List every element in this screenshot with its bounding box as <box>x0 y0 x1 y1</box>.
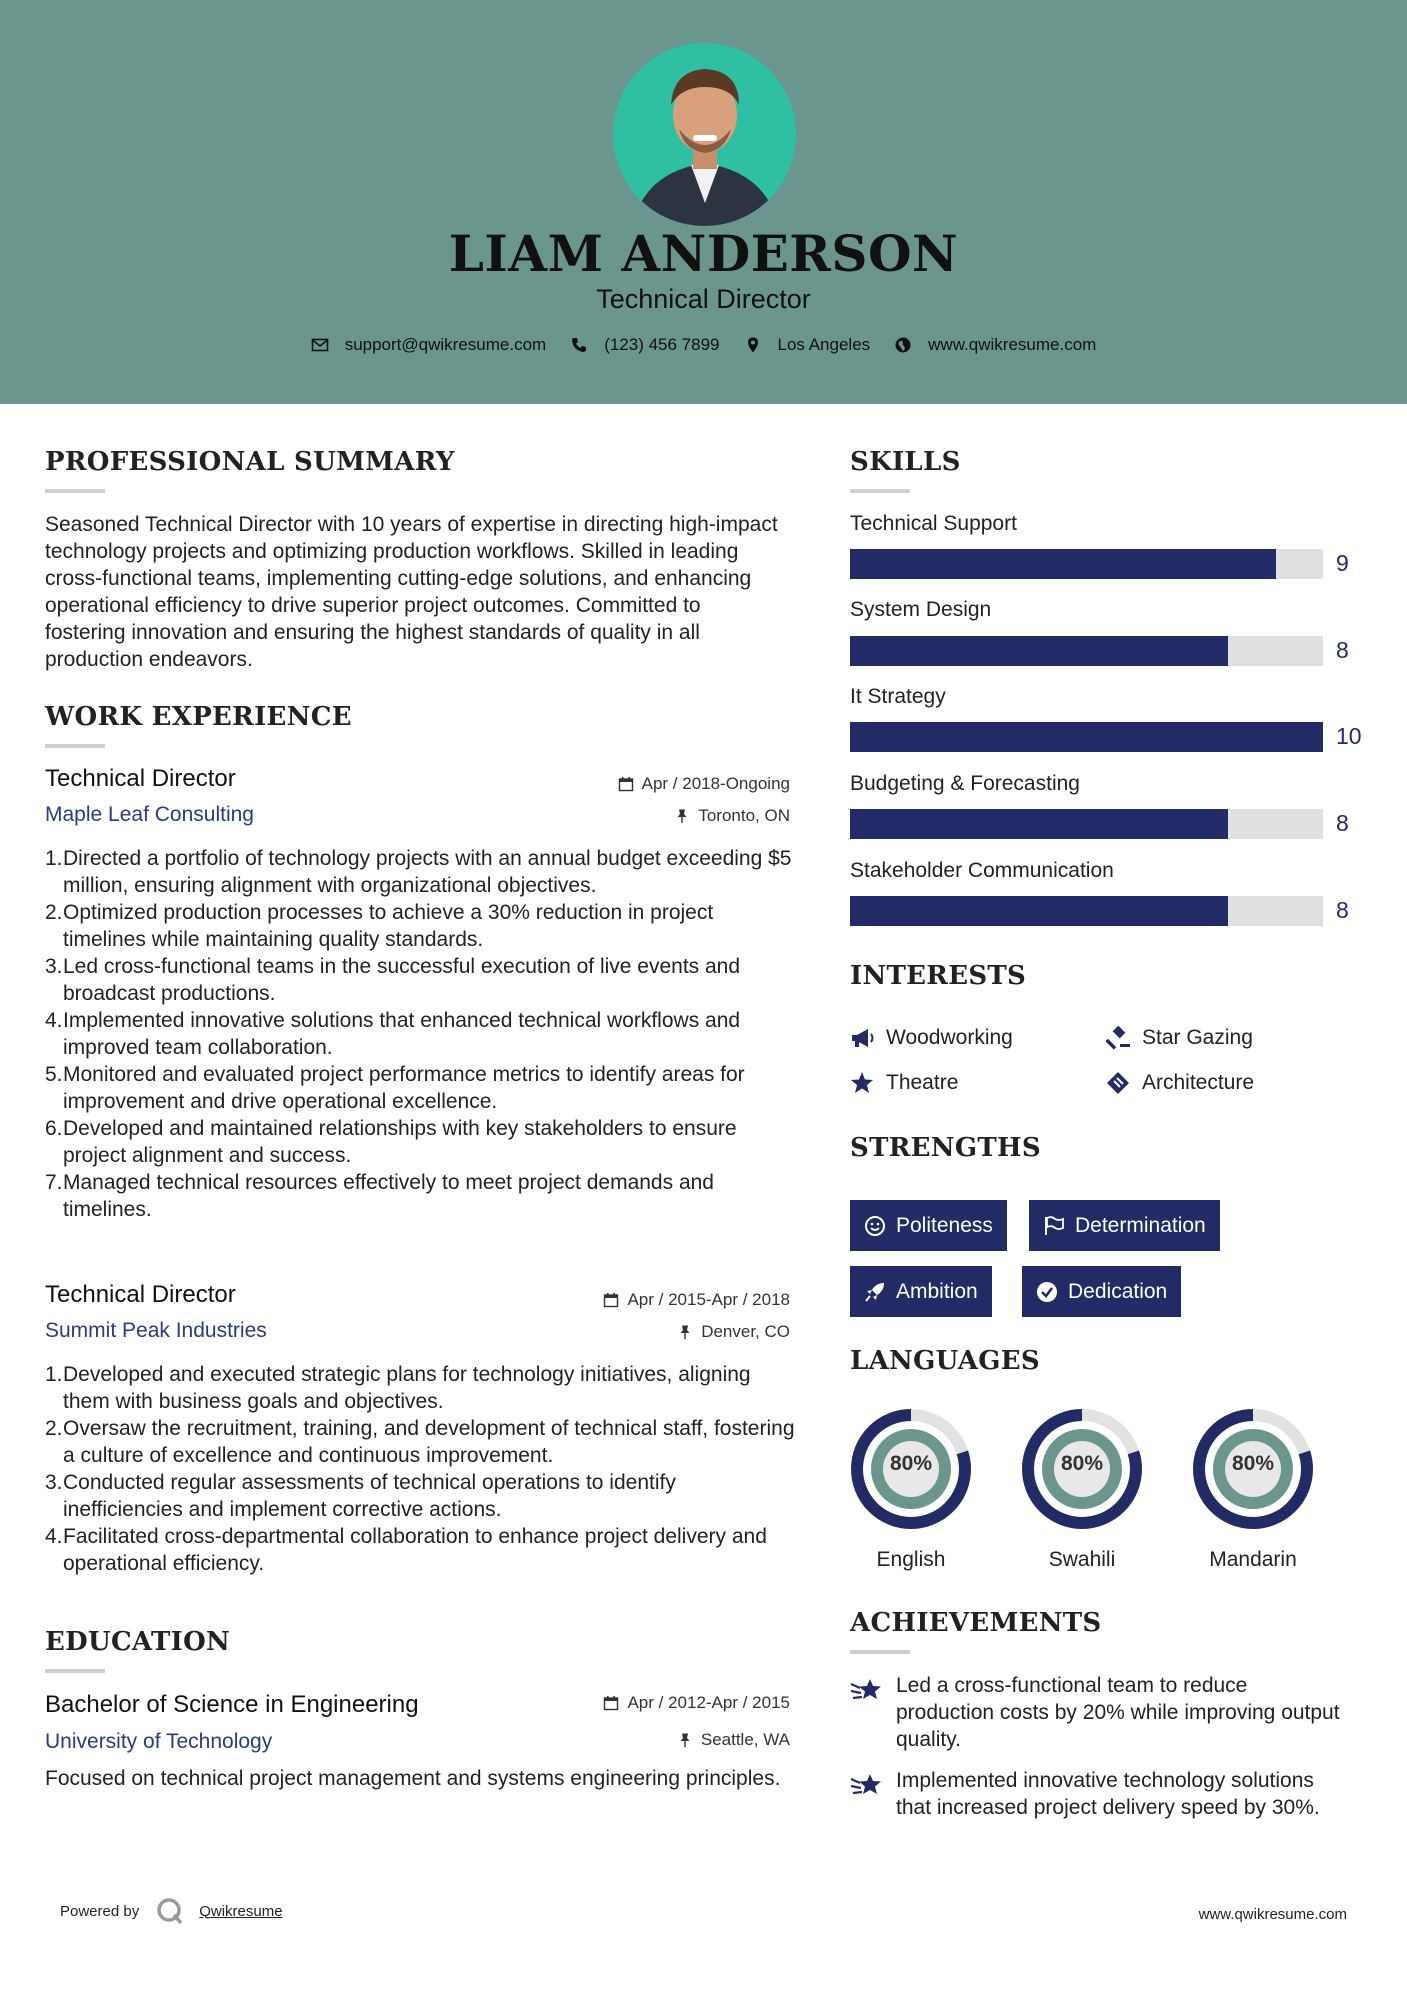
globe-icon <box>894 336 912 354</box>
calendar-icon <box>603 1292 619 1308</box>
skill-label: It Strategy <box>850 685 946 708</box>
education-location-text: Seattle, WA <box>700 1730 790 1749</box>
skill-label: Technical Support <box>850 512 1017 535</box>
job-1-date-text: Apr / 2018-Ongoing <box>641 774 790 793</box>
achievements-divider <box>850 1650 910 1654</box>
skill-value: 10 <box>1336 723 1362 749</box>
contact-bar <box>0 335 1407 355</box>
powered-by-label: Powered by <box>60 1902 140 1920</box>
languages-heading: LANGUAGES <box>850 1346 1040 1376</box>
achievement-text: Implemented innovative technology solutions that increased project delivery speed by 30%. <box>896 1769 1320 1819</box>
skill-bar-fill <box>850 722 1323 752</box>
job-1-title: Technical Director <box>45 765 236 792</box>
skill-bar-fill <box>850 549 1276 579</box>
education-date <box>603 1693 790 1713</box>
experience-heading: WORK EXPERIENCE <box>45 702 352 732</box>
skill-bar-fill <box>850 896 1228 926</box>
summary-divider <box>45 489 105 493</box>
strength-tag: Determination <box>1029 1200 1220 1251</box>
rocket-icon <box>864 1281 886 1303</box>
contact-email-text: support@qwikresume.com <box>344 335 547 354</box>
language-item <box>1192 1408 1314 1571</box>
interests-heading: INTERESTS <box>850 961 1027 991</box>
calendar-icon <box>603 1695 619 1711</box>
list-item: 7. Managed technical resources effectively to meet project demands and timelines. <box>45 1171 714 1221</box>
skills-divider <box>850 489 910 493</box>
achievement-item <box>850 1767 1350 1851</box>
list-item: 4. Facilitated cross-departmental collaboration to enhance project delivery and operational efficiency. <box>45 1525 767 1575</box>
job-1-location <box>674 806 790 826</box>
skill-value: 8 <box>1336 637 1349 663</box>
skill-bar <box>850 722 1323 752</box>
language-name: Mandarin <box>1209 1548 1297 1571</box>
job-2-date-text: Apr / 2015-Apr / 2018 <box>627 1290 790 1309</box>
skills-heading: SKILLS <box>850 447 961 477</box>
candidate-name: LIAM ANDERSON <box>448 224 959 283</box>
job-2-title: Technical Director <box>45 1281 236 1308</box>
interest-item: Woodworking <box>850 1026 1013 1050</box>
qwikresume-link[interactable]: Qwikresume <box>199 1902 283 1920</box>
skill-value: 8 <box>1336 897 1349 923</box>
experience-divider <box>45 744 105 748</box>
map-pin-icon <box>744 336 762 354</box>
job-2-location-text: Denver, CO <box>701 1322 790 1341</box>
skill-bar <box>850 896 1323 926</box>
education-location <box>677 1730 790 1750</box>
list-item: 2. Optimized production processes to achieve a 30% reduction in project timelines while maintaining quality standards. <box>45 901 714 951</box>
education-degree: Bachelor of Science in Engineering <box>45 1691 419 1718</box>
shooting-star-icon <box>850 1676 884 1706</box>
strength-tag: Politeness <box>850 1200 1007 1251</box>
skill-value: 8 <box>1336 810 1349 836</box>
skill-bar <box>850 549 1323 579</box>
summary-text: Seasoned Technical Director with 10 years of expertise in directing high-impact technology projects and optimizing production workflows. Skilled in leading cross-functional teams, implementing cutting-edge solutions, and enhancing operational efficiency to drive superior project outcomes. Committed to fostering innovation and ensuring the highest standards of quality in all production endeavors. <box>45 513 778 671</box>
list-item: 2. Oversaw the recruitment, training, and development of technical staff, fostering a culture of excellence and continuous improvement. <box>45 1417 795 1467</box>
list-item: 4. Implemented innovative solutions that enhanced technical workflows and improved team collaboration. <box>45 1009 741 1059</box>
summary-heading: PROFESSIONAL SUMMARY <box>45 447 455 477</box>
language-name: Swahili <box>1048 1548 1116 1571</box>
calendar-icon <box>618 776 634 792</box>
job-2-company: Summit Peak Industries <box>45 1319 267 1342</box>
list-item: 3. Conducted regular assessments of technical operations to identify inefficiencies and implement corrective actions. <box>45 1471 676 1521</box>
list-item: 5. Monitored and evaluated project performance metrics to identify areas for improvement and drive operational excellence. <box>45 1063 745 1113</box>
skill-label: Budgeting & Forecasting <box>850 772 1080 795</box>
job-1-company: Maple Leaf Consulting <box>45 803 254 826</box>
flag-icon <box>1043 1215 1065 1237</box>
footer-powered-by <box>60 1896 283 1926</box>
language-name: English <box>876 1548 946 1571</box>
skill-label: System Design <box>850 598 992 621</box>
achievements-heading: ACHIEVEMENTS <box>850 1608 1102 1638</box>
language-item <box>1021 1408 1143 1571</box>
contact-website[interactable] <box>894 335 1096 355</box>
strengths-heading: STRENGTHS <box>850 1133 1041 1163</box>
job-2-bullets <box>45 1361 795 1577</box>
education-divider <box>45 1669 105 1673</box>
job-1-date <box>618 774 790 794</box>
contact-phone-text: (123) 456 7899 <box>604 335 720 354</box>
resume-header <box>0 0 1407 404</box>
skill-value: 9 <box>1336 550 1349 576</box>
pushpin-icon <box>674 808 690 824</box>
star-icon <box>850 1071 876 1095</box>
list-item: 1. Developed and executed strategic plans for technology initiatives, aligning them with business goals and objectives. <box>45 1363 751 1413</box>
job-2-location <box>677 1322 790 1342</box>
skill-bar <box>850 809 1323 839</box>
contact-location-text: Los Angeles <box>777 335 871 354</box>
pushpin-icon <box>677 1732 693 1748</box>
megaphone-icon <box>850 1026 876 1050</box>
job-2-date <box>603 1290 790 1310</box>
pushpin-icon <box>677 1324 693 1340</box>
job-1-bullets <box>45 845 795 1223</box>
job-1-location-text: Toronto, ON <box>698 806 790 825</box>
contact-email[interactable] <box>311 335 547 355</box>
footer-website[interactable]: www.qwikresume.com <box>1198 1906 1347 1923</box>
envelope-icon <box>311 336 329 354</box>
language-percent: 80% <box>1231 1452 1275 1475</box>
qwikresume-logo-icon <box>155 1896 185 1926</box>
check-circle-icon <box>1036 1281 1058 1303</box>
language-percent: 80% <box>889 1452 933 1475</box>
list-item: 3. Led cross-functional teams in the successful execution of live events and broadcast productions. <box>45 955 741 1005</box>
education-school: University of Technology <box>45 1730 273 1753</box>
contact-website-text: www.qwikresume.com <box>928 335 1097 354</box>
contact-location <box>744 335 871 355</box>
smile-icon <box>864 1215 886 1237</box>
achievement-text: Led a cross-functional team to reduce production costs by 20% while improving output quality. <box>896 1674 1340 1751</box>
profile-photo <box>613 43 796 226</box>
language-percent: 80% <box>1060 1452 1104 1475</box>
skill-bar-fill <box>850 636 1228 666</box>
skill-bar <box>850 636 1323 666</box>
skill-label: Stakeholder Communication <box>850 859 1114 882</box>
avatar <box>613 43 796 226</box>
phone-icon <box>570 336 588 354</box>
candidate-title: Technical Director <box>596 284 811 314</box>
gavel-icon <box>1106 1026 1132 1050</box>
shooting-star-icon <box>850 1771 884 1801</box>
ticket-icon <box>1106 1071 1132 1095</box>
education-heading: EDUCATION <box>45 1627 231 1657</box>
list-item: 1. Directed a portfolio of technology projects with an annual budget exceeding $5 million, ensuring alignment with organizational objectives. <box>45 847 792 897</box>
interest-item: Theatre <box>850 1071 958 1095</box>
achievement-item <box>850 1672 1350 1756</box>
education-date-text: Apr / 2012-Apr / 2015 <box>627 1693 790 1712</box>
interest-item: Architecture <box>1106 1071 1254 1095</box>
contact-phone[interactable] <box>570 335 719 355</box>
list-item: 6. Developed and maintained relationships with key stakeholders to ensure project alignment and success. <box>45 1117 737 1167</box>
education-description: Focused on technical project management and systems engineering principles. <box>45 1767 781 1790</box>
strength-tag: Ambition <box>850 1266 992 1317</box>
strength-tag: Dedication <box>1022 1266 1181 1317</box>
skill-bar-fill <box>850 809 1228 839</box>
interest-item: Star Gazing <box>1106 1026 1253 1050</box>
language-item <box>850 1408 972 1571</box>
